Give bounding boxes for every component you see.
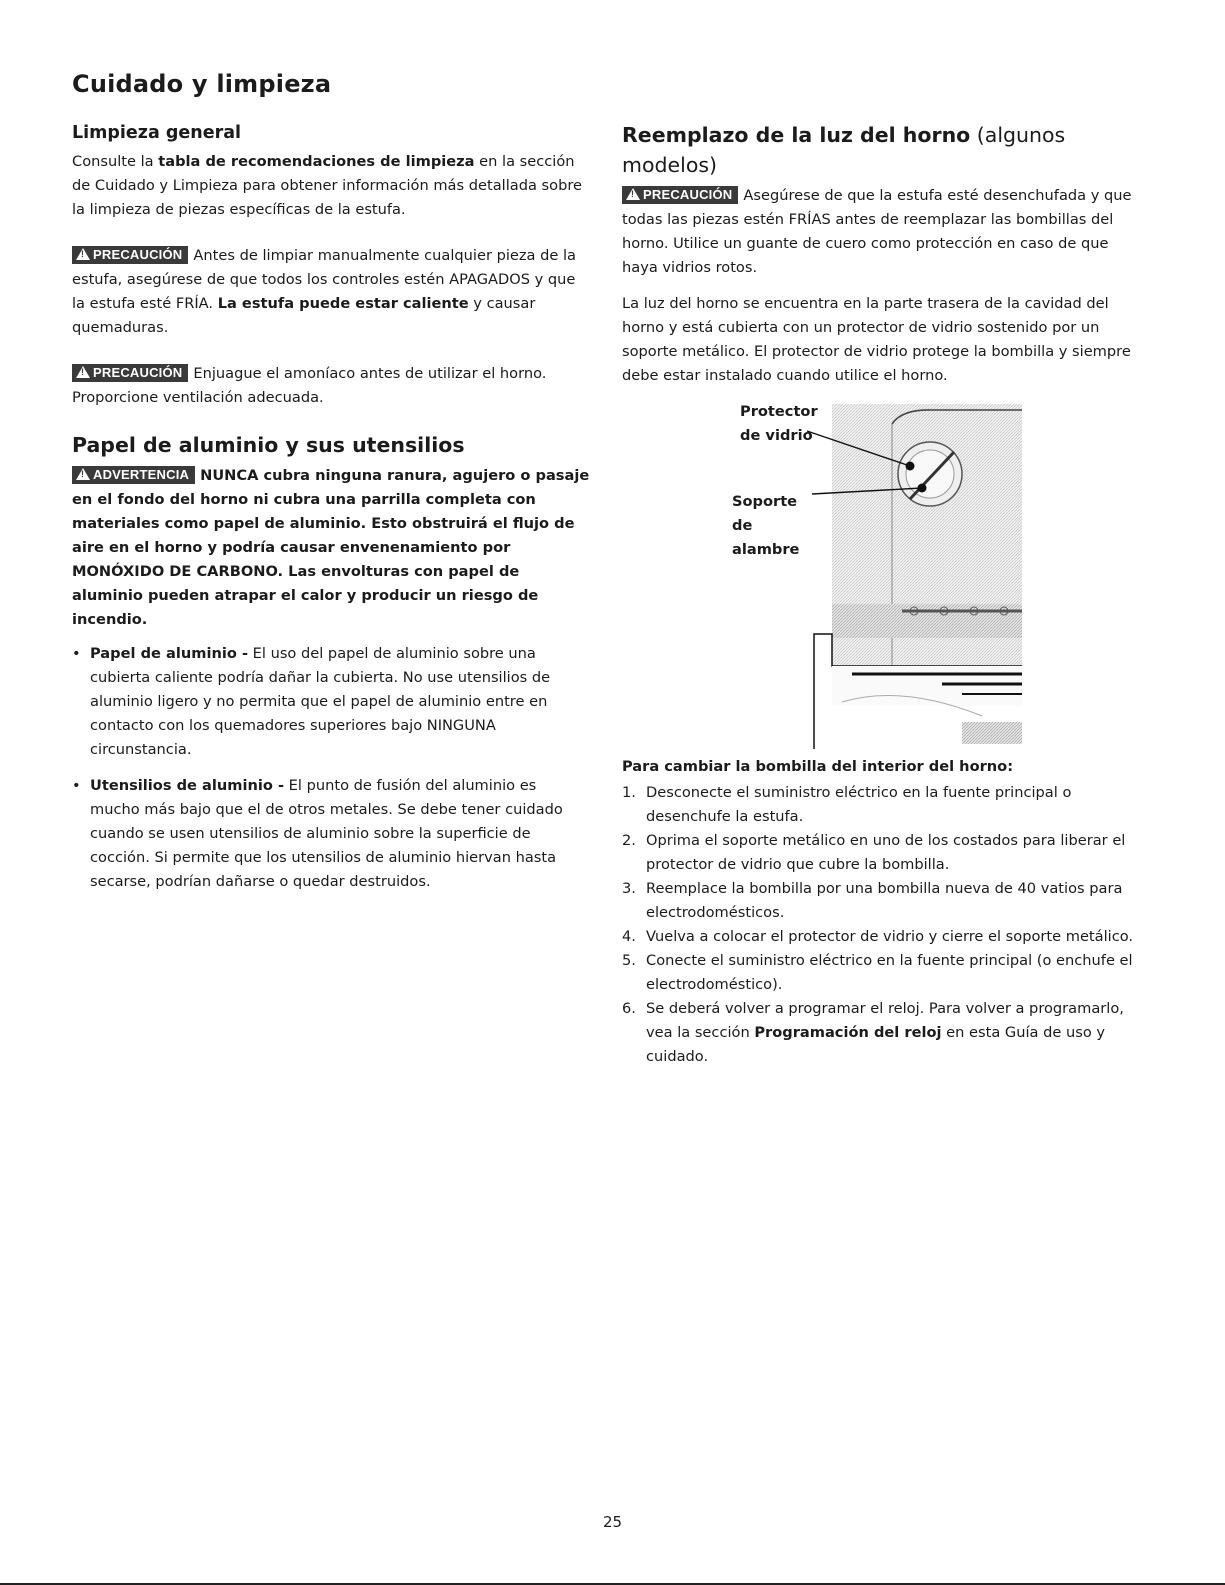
aluminio-bullet-list <box>72 642 590 894</box>
right-column <box>622 120 1146 1069</box>
list-item: 4. Vuelva a colocar el protector de vidrio y cierre el soporte metálico. <box>622 928 1134 945</box>
figure-label-soporte-line3: alambre <box>732 541 800 558</box>
section-heading-limpieza: Limpieza general <box>72 123 242 143</box>
warning-badge: !ADVERTENCIA <box>72 466 195 484</box>
warning-triangle-icon <box>76 248 90 260</box>
caution-paragraph-1: !PRECAUCIÓN Antes de limpiar manualmente cualquier pieza de la estufa, asegúrese de que todos los controles estén APAGADOS y que la estufa esté FRÍA. La estufa puede estar caliente y causar quemaduras. <box>72 244 590 340</box>
figure-label-protector: Protector <box>740 403 818 420</box>
list-item: 2. Oprima el soporte metálico en uno de los costados para liberar el protector de vidrio que cubre la bombilla. <box>622 832 1126 873</box>
figure-label-soporte: Soporte <box>732 493 798 510</box>
caution-badge: !PRECAUCIÓN <box>72 364 188 382</box>
steps-heading: Para cambiar la bombilla del interior del horno: <box>622 758 1014 775</box>
warning-triangle-icon <box>626 188 640 200</box>
caution-badge: !PRECAUCIÓN <box>72 246 188 264</box>
list-item: 6. Se deberá volver a programar el reloj. Para volver a programarlo, vea la sección Programación del reloj en esta Guía de uso y cuidado. <box>622 1000 1124 1065</box>
section-heading-aluminio: Papel de aluminio y sus utensilios <box>72 433 465 457</box>
list-item: • Papel de aluminio - El uso del papel de aluminio sobre una cubierta caliente podría dañar la cubierta. No use utensilios de aluminio ligero y no permita que el papel de aluminio entre en contacto con los quemadores superiores bajo NINGUNA circunstancia. <box>72 642 590 762</box>
list-item: 5. Conecte el suministro eléctrico en la fuente principal (o enchufe el electrodoméstico). <box>622 952 1133 993</box>
warning-paragraph: !ADVERTENCIA NUNCA cubra ninguna ranura, agujero o pasaje en el fondo del horno ni cubra una parrilla completa con materiales como papel de aluminio. Esto obstruirá el flujo de aire en el horno y podría causar envenenamiento por MONÓXIDO DE CARBONO. Las envolturas con papel de aluminio pueden atrapar el calor y producir un riesgo de incendio. <box>72 464 590 632</box>
list-item: • Utensilios de aluminio - El punto de fusión del aluminio es mucho más bajo que el de otros metales. Se debe tener cuidado cuando se usen utensilios de aluminio sobre la superficie de cocción. Si permite que los utensilios de aluminio hiervan hasta secarse, podrían dañarse o quedar destruidos. <box>72 774 590 894</box>
luz-horno-paragraph: La luz del horno se encuentra en la parte trasera de la cavidad del horno y está cubierta con un protector de vidrio sostenido por un soporte metálico. El protector de vidrio protege la bombilla y siempre debe estar instalado cuando utilice el horno. <box>622 295 1131 384</box>
warning-triangle-icon <box>76 468 90 480</box>
page-title: Cuidado y limpieza <box>72 70 332 98</box>
list-item: 3. Reemplace la bombilla por una bombilla nueva de 40 vatios para electrodomésticos. <box>622 880 1123 921</box>
page-number: 25 <box>602 1513 623 1531</box>
list-item: 1. Desconecte el suministro eléctrico en la fuente principal o desenchufe la estufa. <box>622 784 1072 825</box>
caution-paragraph-2: !PRECAUCIÓN Enjuague el amoníaco antes de utilizar el horno. Proporcione ventilación adecuada. <box>72 362 590 410</box>
figure-label-protector-line2: de vidrio <box>740 427 813 444</box>
caution-paragraph-3: !PRECAUCIÓN Asegúrese de que la estufa esté desenchufada y que todas las piezas estén FRÍAS antes de reemplazar las bombillas del horno. Utilice un guante de cuero como protección en caso de que haya vidrios rotos. <box>622 184 1146 280</box>
left-column <box>72 120 590 906</box>
figure-label-soporte-line2: de <box>732 517 753 534</box>
oven-cavity-illustration <box>732 404 1032 749</box>
limpieza-intro: Consulte la tabla de recomendaciones de limpieza en la sección de Cuidado y Limpieza para obtener información más detallada sobre la limpieza de piezas específicas de la estufa. <box>72 153 583 218</box>
warning-triangle-icon <box>76 366 90 378</box>
steps-list <box>622 781 1146 1069</box>
oven-light-figure <box>732 404 1032 749</box>
section-heading-luz-horno: Reemplazo de la luz del horno (algunos modelos) <box>622 123 1066 177</box>
caution-badge: !PRECAUCIÓN <box>622 186 738 204</box>
